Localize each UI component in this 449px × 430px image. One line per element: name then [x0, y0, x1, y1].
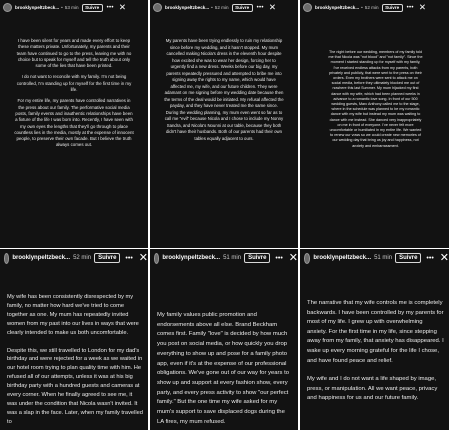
avatar[interactable]: [3, 3, 12, 12]
more-options-icon[interactable]: •••: [125, 254, 133, 262]
story-paragraph: My parents have been trying endlessly to ruin my relationship since before my wedding, and it hasn't stopped. My mum cancelled making Nicola's dress in the eleventh hour despite how excited she was to wear her design, forcing her to urgently find a new dress. Weeks before our big day, my parents repeatedly pressured and attempted to bribe me into signing away the rights to my name, which would have affected me, my wife, and our future children. They were adamant on me signing before my wedding date because then the terms of the deal would be initiated. My refusal affected the payday, and they have never treated me the same since. During the wedding planning, my mum even went so far as to call me "evil" because Nicola and I chose to include my Nonny Sandra, and Nicola's Nounni at our table, because they both didn't have their husbands. Both of our parents had their own tables equally adjacent to ours.: [164, 38, 284, 141]
avatar[interactable]: [153, 3, 162, 12]
more-options-icon[interactable]: •••: [256, 4, 264, 11]
timestamp: 51 min: [223, 255, 242, 261]
story-panel: [300, 249, 449, 430]
story-paragraph: My wife has been consistently disrespected by my family, no matter how hard we've tried to come together as one. My mum has repeatedly invited women from my past into our lives in ways that were clearly intended to make us both uncomfortable.: [7, 294, 139, 336]
close-icon[interactable]: ✕: [138, 251, 148, 264]
story-panel: [300, 0, 449, 248]
username[interactable]: brooklynpeltzbeck...: [162, 255, 221, 261]
story-text: [164, 38, 284, 142]
story-header: [300, 249, 449, 267]
story-header: [150, 0, 298, 15]
story-text: [157, 311, 293, 430]
follow-button[interactable]: Suivre: [94, 253, 120, 263]
more-options-icon[interactable]: •••: [106, 4, 114, 11]
follow-button[interactable]: Suivre: [244, 253, 270, 263]
avatar[interactable]: [4, 253, 9, 264]
follow-button[interactable]: Suivre: [232, 4, 253, 12]
story-panel: [150, 0, 298, 248]
timestamp: 51 min: [374, 255, 393, 261]
avatar[interactable]: [154, 253, 159, 264]
avatar[interactable]: [304, 253, 310, 264]
close-icon[interactable]: ✕: [418, 2, 426, 13]
username[interactable]: brooklynpeltzbeck...: [15, 5, 60, 10]
more-options-icon[interactable]: •••: [406, 4, 414, 11]
timestamp: 52 min: [214, 5, 229, 10]
separator-dot: •: [211, 5, 213, 10]
timestamp: 52 min: [364, 5, 379, 10]
avatar[interactable]: [303, 3, 312, 12]
username[interactable]: brooklynpeltzbeck...: [12, 255, 71, 261]
username[interactable]: brooklynpeltzbeck...: [315, 5, 360, 10]
username[interactable]: brooklynpeltzbeck...: [313, 255, 372, 261]
close-icon[interactable]: ✕: [439, 251, 449, 264]
follow-button[interactable]: Suivre: [395, 253, 421, 263]
story-header: [300, 0, 449, 15]
follow-button[interactable]: Suivre: [82, 4, 103, 12]
story-header: [0, 249, 148, 267]
story-paragraph: The night before our wedding, members of my family told me that Nicola was "not blood" and "not family". Since the moment I started standing up for myself with my family, I've received endless attacks from my parents, both privately and publicly, that were sent to the press on their orders. Even my brothers were sent to attack me on social media, before they ultimately blocked me out of nowhere this last Summer. My mum hijacked my first dance with my wife, which had been planned weeks in advance to a romantic love song. In front of our 500 wedding guests, Marc Anthony called me to the stage, where in the schedule was planned to be my romantic dance with my wife but instead my mum was waiting to dance with me instead. She danced very inappropriately on me in front of everyone. I've never felt more uncomfortable or humiliated in my entire life. We wanted to renew our vows so we could create new memories of our wedding day that bring us joy and happiness, not anxiety and embarrassment.: [328, 50, 423, 148]
story-paragraph: My wife and I do not want a life shaped by image, press, or manipulation. All we want peace, privacy and happiness for us and our future family.: [307, 376, 438, 402]
more-options-icon[interactable]: •••: [275, 254, 283, 262]
separator-dot: •: [361, 5, 363, 10]
story-paragraph: My family values public promotion and endorsements above all else. Brand Beckham comes first. Family "love" is decided by how much you post on social media, or how quickly you drop everything to show up and pose for a family photo app, even if it's at the expense of our professional obligations. We've gone out of our way for years to show up and support at every fashion show, every party, and every press activity to show "our perfect family." But the one time my wife asked for my mum's support to save displaced dogs during the LA fires, my mum refused.: [157, 312, 289, 425]
story-paragraph: I have been silent for years and made every effort to keep these matters private. Unfortunately, my parents and their team have continued to go to the press, leaving me with no choice but to speak for myself and tell the truth about only some of the lies that have been printed.: [16, 38, 132, 69]
close-icon[interactable]: ✕: [118, 2, 126, 13]
story-header: [0, 0, 148, 15]
story-text: [328, 50, 423, 149]
story-text: [307, 299, 444, 413]
story-header: [150, 249, 298, 267]
close-icon[interactable]: ✕: [268, 2, 276, 13]
follow-button[interactable]: Suivre: [382, 4, 403, 12]
story-text: [7, 293, 143, 430]
story-text: [14, 38, 134, 149]
separator-dot: •: [61, 5, 63, 10]
story-panel: [150, 249, 298, 430]
story-paragraph: For my entire life, my parents have controlled narratives in the press about our family. The performative social media posts, family events and inauthentic relationships have been a fixture of the life I was born into. Recently, I have seen with my own eyes the lengths that they'll go through to place countless lies in the media, mostly at the expense of innocent people, to preserve their own facade. But I believe the truth always comes out.: [14, 98, 134, 148]
timestamp: 52 min: [73, 255, 92, 261]
story-panel: [0, 249, 148, 430]
story-paragraph: The narrative that my wife controls me is completely backwards. I have been controlled by my parents for most of my life. I grew up with overwhelming anxiety. For the first time in my life, since stepping away from my family, that anxiety has disappeared. I wake up every morning grateful for the life I chose, and have found peace and relief.: [307, 300, 444, 364]
close-icon[interactable]: ✕: [288, 251, 298, 264]
story-paragraph: Despite this, we still travelled to London for my dad's birthday and were rejected for a week as we waited in our hotel room trying to plan quality time with him. He refused all of our attempts, unless it was at his big birthday party with a hundred guests and cameras at every corner. When he finally agreed to see me, it was under the condition that Nicola wasn't invited. It was a slap in the face. Later, when my family travelled to: [7, 347, 143, 425]
more-options-icon[interactable]: •••: [426, 254, 434, 262]
story-paragraph: I do not want to reconcile with my family. I'm not being controlled, I'm standing up for myself for the first time in my life.: [16, 74, 132, 93]
story-panel: [0, 0, 148, 248]
timestamp: 53 min: [64, 5, 79, 10]
username[interactable]: brooklynpeltzbeck...: [165, 5, 210, 10]
